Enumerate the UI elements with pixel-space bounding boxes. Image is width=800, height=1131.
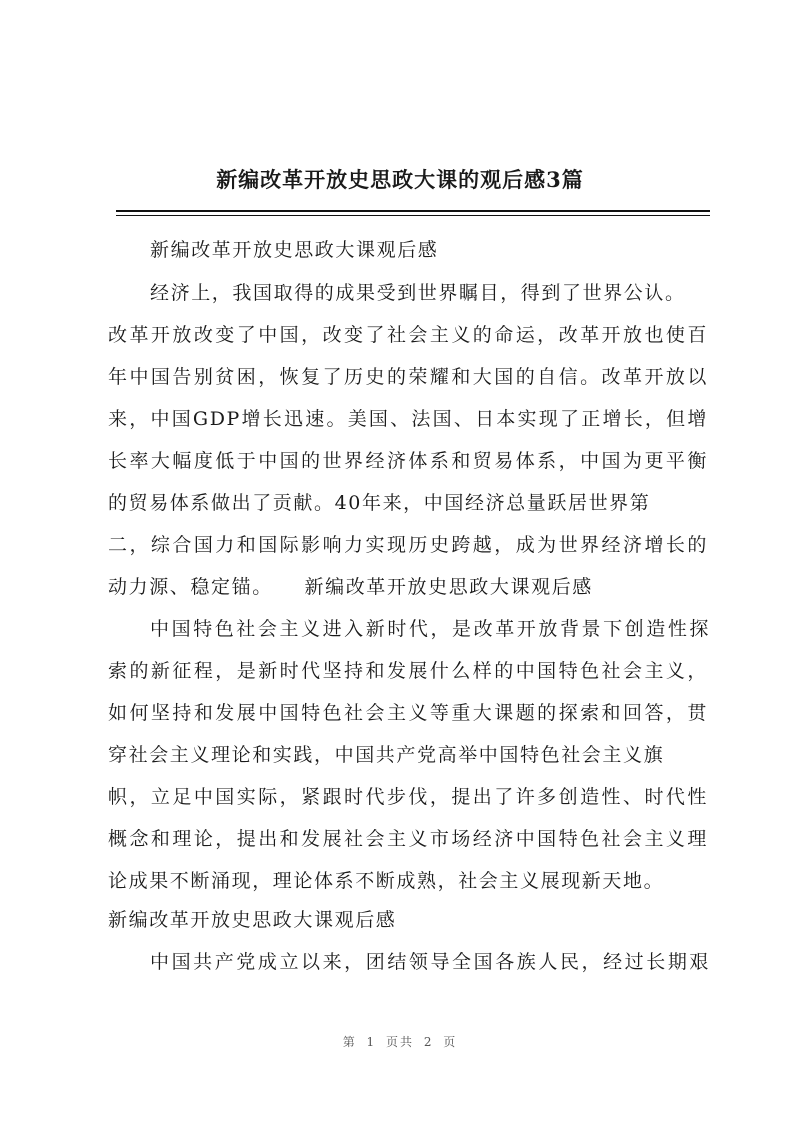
text-line-2: 经济上，我国取得的成果受到世界瞩目，得到了世界公认。: [150, 282, 686, 304]
text-line-9: 动力源、稳定锚。 新编改革开放史思政大课观后感: [108, 576, 593, 598]
title-rule-thin: [116, 215, 710, 216]
text-line-18: 中国共产党成立以来，团结领导全国各族人民，经过长期艰: [150, 951, 710, 973]
text-line-15: 概念和理论，提出和发展社会主义市场经济中国特色社会主义理: [108, 828, 708, 850]
text-line-5: 来，中国GDP增长迅速。美国、法国、日本实现了正增长，但增: [108, 408, 708, 430]
text-line-16: 论成果不断涌现，理论体系不断成熟，社会主义展现新天地。: [108, 870, 665, 892]
text-line-17: 新编改革开放史思政大课观后感: [108, 909, 397, 931]
text-line-14: 帜，立足中国实际，紧跟时代步伐，提出了许多创造性、时代性: [108, 786, 708, 808]
text-line-13: 穿社会主义理论和实践，中国共产党高举中国特色社会主义旗: [108, 744, 665, 766]
text-line-10: 中国特色社会主义进入新时代，是改革开放背景下创造性探: [150, 618, 710, 640]
document-title: 新编改革开放史思政大课的观后感3篇: [216, 167, 584, 192]
text-line-6: 长率大幅度低于中国的世界经济体系和贸易体系，中国为更平衡: [108, 450, 708, 472]
text-line-12: 如何坚持和发展中国特色社会主义等重大课题的探索和回答，贯: [108, 702, 708, 724]
text-line-4: 年中国告别贫困，恢复了历史的荣耀和大国的自信。改革开放以: [108, 366, 708, 388]
title-rule-thick: [116, 210, 710, 212]
text-line-1: 新编改革开放史思政大课观后感: [150, 239, 439, 261]
text-line-11: 索的新征程，是新时代坚持和发展什么样的中国特色社会主义，: [108, 660, 708, 682]
text-line-3: 改革开放改变了中国，改变了社会主义的命运，改革开放也使百: [108, 324, 708, 346]
text-line-7: 的贸易体系做出了贡献。40年来，中国经济总量跃居世界第: [108, 492, 651, 514]
page-footer: 第 1 页共 2 页: [342, 1035, 458, 1049]
text-line-8: 二，综合国力和国际影响力实现历史跨越，成为世界经济增长的: [108, 534, 708, 556]
